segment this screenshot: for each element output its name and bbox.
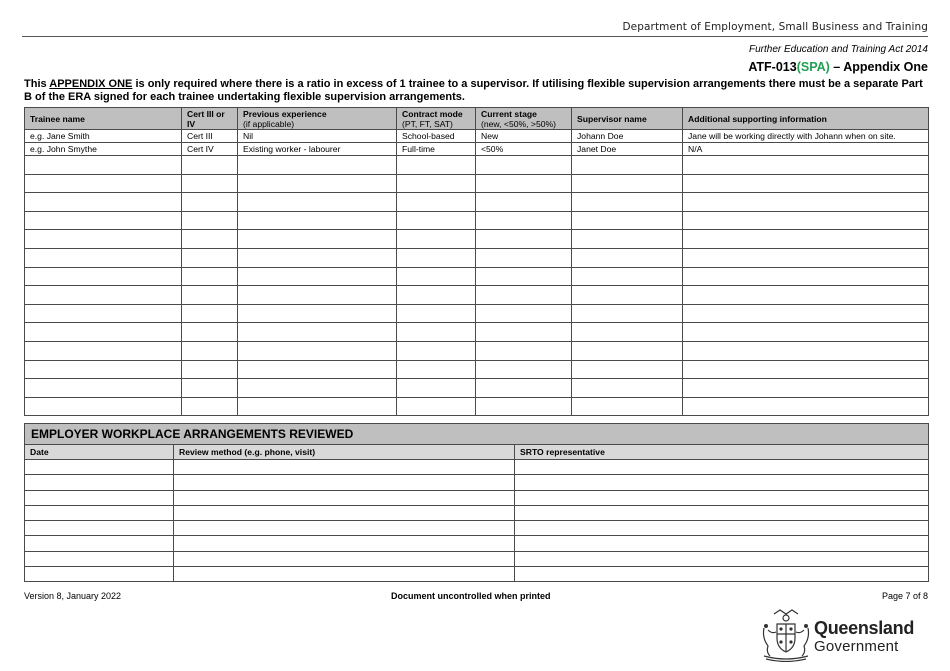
contract-mode-entry[interactable] xyxy=(397,323,476,342)
srto-representative-entry[interactable] xyxy=(515,490,929,505)
trainee-blank-row xyxy=(25,156,929,175)
review-method-entry[interactable] xyxy=(174,505,515,520)
date-entry[interactable] xyxy=(25,460,174,475)
cert-entry[interactable] xyxy=(182,397,238,416)
previous-experience-entry[interactable] xyxy=(238,193,397,212)
additional-info-entry[interactable] xyxy=(683,304,929,323)
previous-experience-entry[interactable] xyxy=(238,174,397,193)
queensland-government-logo xyxy=(758,608,923,662)
current-stage-entry[interactable] xyxy=(476,360,572,379)
date-entry[interactable] xyxy=(25,521,174,536)
col-contract-mode-hint: (PT, FT, SAT) xyxy=(402,118,453,129)
previous-experience-entry[interactable] xyxy=(238,211,397,230)
date-entry[interactable] xyxy=(25,551,174,566)
contract-mode-entry[interactable] xyxy=(397,267,476,286)
review-method-entry[interactable] xyxy=(174,567,515,582)
previous-experience-entry[interactable] xyxy=(238,323,397,342)
col-date: Date xyxy=(25,445,174,460)
review-blank-row xyxy=(25,551,929,566)
intro-text-rest: is only required where there is a ratio in excess of 1 trainee to a supervisor. If utilising flexible supervision arrangements there must be a separate Part B of the ERA signed for each trainee undertaking flexible supervision arrangements. xyxy=(24,78,923,103)
cell-trainee-name: e.g. Jane Smith xyxy=(25,130,182,143)
cell-trainee-name: e.g. John Smythe xyxy=(25,143,182,156)
col-review-method: Review method (e.g. phone, visit) xyxy=(174,445,515,460)
date-entry[interactable] xyxy=(25,475,174,490)
trainee-blank-row xyxy=(25,379,929,398)
intro-statement xyxy=(24,78,929,104)
review-blank-row xyxy=(25,505,929,520)
contract-mode-entry[interactable] xyxy=(397,211,476,230)
review-blank-row xyxy=(25,475,929,490)
page-number: Page 7 of 8 xyxy=(881,591,928,601)
contract-mode-entry[interactable] xyxy=(397,360,476,379)
contract-mode-entry[interactable] xyxy=(397,397,476,416)
current-stage-entry[interactable] xyxy=(476,304,572,323)
date-entry[interactable] xyxy=(25,505,174,520)
cert-entry[interactable] xyxy=(182,193,238,212)
supervisor-name-entry[interactable] xyxy=(572,248,683,267)
current-stage-entry[interactable] xyxy=(476,267,572,286)
cert-entry[interactable] xyxy=(182,323,238,342)
current-stage-entry[interactable] xyxy=(476,193,572,212)
intro-appendix-label: APPENDIX ONE xyxy=(49,78,133,90)
additional-info-entry[interactable] xyxy=(683,360,929,379)
col-previous-experience-hint: (if applicable) xyxy=(243,118,295,129)
header-rule xyxy=(22,36,928,37)
additional-info-entry[interactable] xyxy=(683,193,929,212)
cell-cert: Cert III xyxy=(182,130,238,143)
cell-supervisor-name: Janet Doe xyxy=(572,143,683,156)
cell-current-stage: New xyxy=(476,130,572,143)
cell-previous-experience: Existing worker - labourer xyxy=(238,143,397,156)
review-method-entry[interactable] xyxy=(174,551,515,566)
cell-additional-info: Jane will be working directly with Johann when on site. xyxy=(683,130,929,143)
supervisor-name-entry[interactable] xyxy=(572,286,683,305)
department-name: Department of Employment, Small Business and Training xyxy=(622,21,928,33)
current-stage-entry[interactable] xyxy=(476,211,572,230)
trainee-name-entry[interactable] xyxy=(25,156,182,175)
trainee-blank-row xyxy=(25,341,929,360)
current-stage-entry[interactable] xyxy=(476,323,572,342)
review-column-header xyxy=(25,445,929,460)
trainee-name-entry[interactable] xyxy=(25,323,182,342)
version-info: Version 8, January 2022 xyxy=(24,591,122,601)
date-entry[interactable] xyxy=(25,490,174,505)
legislation-reference: Further Education and Training Act 2014 xyxy=(749,44,928,55)
trainee-blank-row xyxy=(25,360,929,379)
trainee-name-entry[interactable] xyxy=(25,360,182,379)
review-method-entry[interactable] xyxy=(174,460,515,475)
trainee-blank-row xyxy=(25,286,929,305)
trainee-blank-row xyxy=(25,230,929,249)
cert-entry[interactable] xyxy=(182,304,238,323)
col-supervisor-name: Supervisor name xyxy=(572,108,683,130)
contract-mode-entry[interactable] xyxy=(397,341,476,360)
additional-info-entry[interactable] xyxy=(683,267,929,286)
review-blank-row xyxy=(25,536,929,551)
review-blank-row xyxy=(25,567,929,582)
previous-experience-entry[interactable] xyxy=(238,341,397,360)
col-current-stage-hint: (new, <50%, >50%) xyxy=(481,118,557,129)
supervisor-name-entry[interactable] xyxy=(572,360,683,379)
additional-info-entry[interactable] xyxy=(683,248,929,267)
trainee-name-entry[interactable] xyxy=(25,193,182,212)
logo-queensland: Queensland xyxy=(814,618,915,638)
form-title xyxy=(748,60,928,74)
contract-mode-entry[interactable] xyxy=(397,230,476,249)
current-stage-entry[interactable] xyxy=(476,156,572,175)
additional-info-entry[interactable] xyxy=(683,156,929,175)
col-contract-mode-label: Contract mode xyxy=(402,108,463,119)
form-code: ATF-013 xyxy=(748,60,797,74)
current-stage-entry[interactable] xyxy=(476,230,572,249)
srto-representative-entry[interactable] xyxy=(515,536,929,551)
col-previous-experience-label: Previous experience xyxy=(243,108,327,119)
srto-representative-entry[interactable] xyxy=(515,567,929,582)
review-table xyxy=(24,423,929,582)
date-entry[interactable] xyxy=(25,536,174,551)
col-trainee-name: Trainee name xyxy=(25,108,182,130)
review-section-header xyxy=(25,424,929,445)
srto-representative-entry[interactable] xyxy=(515,475,929,490)
contract-mode-entry[interactable] xyxy=(397,304,476,323)
srto-representative-entry[interactable] xyxy=(515,460,929,475)
additional-info-entry[interactable] xyxy=(683,323,929,342)
trainee-name-entry[interactable] xyxy=(25,397,182,416)
trainee-blank-row xyxy=(25,248,929,267)
col-current-stage-label: Current stage xyxy=(481,108,537,119)
trainee-blank-row xyxy=(25,193,929,212)
srto-representative-entry[interactable] xyxy=(515,551,929,566)
trainee-blank-row xyxy=(25,397,929,416)
cert-entry[interactable] xyxy=(182,286,238,305)
supervisor-name-entry[interactable] xyxy=(572,379,683,398)
additional-info-entry[interactable] xyxy=(683,379,929,398)
additional-info-entry[interactable] xyxy=(683,211,929,230)
trainee-name-entry[interactable] xyxy=(25,286,182,305)
supervisor-name-entry[interactable] xyxy=(572,193,683,212)
review-blank-row xyxy=(25,460,929,475)
previous-experience-entry[interactable] xyxy=(238,230,397,249)
current-stage-entry[interactable] xyxy=(476,397,572,416)
previous-experience-entry[interactable] xyxy=(238,267,397,286)
uncontrolled-notice: Document uncontrolled when printed xyxy=(391,591,551,601)
trainee-name-entry[interactable] xyxy=(25,267,182,286)
cell-contract-mode: Full-time xyxy=(397,143,476,156)
contract-mode-entry[interactable] xyxy=(397,248,476,267)
trainee-blank-row xyxy=(25,174,929,193)
cell-contract-mode: School-based xyxy=(397,130,476,143)
cert-entry[interactable] xyxy=(182,211,238,230)
current-stage-entry[interactable] xyxy=(476,379,572,398)
review-method-entry[interactable] xyxy=(174,490,515,505)
col-srto-representative: SRTO representative xyxy=(515,445,929,460)
additional-info-entry[interactable] xyxy=(683,286,929,305)
trainee-blank-row xyxy=(25,267,929,286)
previous-experience-entry[interactable] xyxy=(238,248,397,267)
cell-supervisor-name: Johann Doe xyxy=(572,130,683,143)
trainee-name-entry[interactable] xyxy=(25,211,182,230)
previous-experience-entry[interactable] xyxy=(238,397,397,416)
review-method-entry[interactable] xyxy=(174,536,515,551)
form-variant: (SPA) xyxy=(796,60,830,74)
supervisor-name-entry[interactable] xyxy=(572,174,683,193)
current-stage-entry[interactable] xyxy=(476,341,572,360)
trainee-name-entry[interactable] xyxy=(25,379,182,398)
current-stage-entry[interactable] xyxy=(476,248,572,267)
trainee-name-entry[interactable] xyxy=(25,174,182,193)
trainee-table-header xyxy=(25,108,929,130)
trainee-name-entry[interactable] xyxy=(25,341,182,360)
supervisor-name-entry[interactable] xyxy=(572,341,683,360)
srto-representative-entry[interactable] xyxy=(515,505,929,520)
col-contract-mode xyxy=(397,108,476,130)
trainee-blank-row xyxy=(25,304,929,323)
supervisor-name-entry[interactable] xyxy=(572,267,683,286)
previous-experience-entry[interactable] xyxy=(238,156,397,175)
cell-additional-info: N/A xyxy=(683,143,929,156)
col-current-stage xyxy=(476,108,572,130)
cert-entry[interactable] xyxy=(182,248,238,267)
coat-of-arms-icon xyxy=(758,608,814,662)
cert-entry[interactable] xyxy=(182,174,238,193)
supervisor-name-entry[interactable] xyxy=(572,304,683,323)
cell-cert: Cert IV xyxy=(182,143,238,156)
trainee-blank-row xyxy=(25,323,929,342)
example-row xyxy=(25,130,929,143)
additional-info-entry[interactable] xyxy=(683,341,929,360)
cert-entry[interactable] xyxy=(182,156,238,175)
supervisor-name-entry[interactable] xyxy=(572,397,683,416)
cell-previous-experience: Nil xyxy=(238,130,397,143)
trainee-name-entry[interactable] xyxy=(25,248,182,267)
srto-representative-entry[interactable] xyxy=(515,521,929,536)
cert-entry[interactable] xyxy=(182,230,238,249)
supervisor-name-entry[interactable] xyxy=(572,211,683,230)
previous-experience-entry[interactable] xyxy=(238,360,397,379)
additional-info-entry[interactable] xyxy=(683,397,929,416)
intro-text-start: This xyxy=(24,78,50,90)
col-additional-info: Additional supporting information xyxy=(683,108,929,130)
trainee-table xyxy=(24,107,929,416)
cert-entry[interactable] xyxy=(182,360,238,379)
review-blank-row xyxy=(25,521,929,536)
logo-government: Government xyxy=(814,638,899,655)
previous-experience-entry[interactable] xyxy=(238,379,397,398)
contract-mode-entry[interactable] xyxy=(397,286,476,305)
trainee-blank-row xyxy=(25,211,929,230)
current-stage-entry[interactable] xyxy=(476,286,572,305)
contract-mode-entry[interactable] xyxy=(397,379,476,398)
trainee-name-entry[interactable] xyxy=(25,304,182,323)
col-previous-experience xyxy=(238,108,397,130)
example-row xyxy=(25,143,929,156)
previous-experience-entry[interactable] xyxy=(238,304,397,323)
supervisor-name-entry[interactable] xyxy=(572,323,683,342)
review-section-title: EMPLOYER WORKPLACE ARRANGEMENTS REVIEWED xyxy=(25,424,929,445)
contract-mode-entry[interactable] xyxy=(397,174,476,193)
review-method-entry[interactable] xyxy=(174,475,515,490)
cert-entry[interactable] xyxy=(182,379,238,398)
col-cert: Cert III or IV xyxy=(182,108,238,130)
date-entry[interactable] xyxy=(25,567,174,582)
previous-experience-entry[interactable] xyxy=(238,286,397,305)
supervisor-name-entry[interactable] xyxy=(572,156,683,175)
cert-entry[interactable] xyxy=(182,341,238,360)
form-suffix: – Appendix One xyxy=(833,60,928,74)
cert-entry[interactable] xyxy=(182,267,238,286)
trainee-name-entry[interactable] xyxy=(25,230,182,249)
review-blank-row xyxy=(25,490,929,505)
contract-mode-entry[interactable] xyxy=(397,156,476,175)
contract-mode-entry[interactable] xyxy=(397,193,476,212)
additional-info-entry[interactable] xyxy=(683,230,929,249)
cell-current-stage: <50% xyxy=(476,143,572,156)
supervisor-name-entry[interactable] xyxy=(572,230,683,249)
additional-info-entry[interactable] xyxy=(683,174,929,193)
review-method-entry[interactable] xyxy=(174,521,515,536)
current-stage-entry[interactable] xyxy=(476,174,572,193)
